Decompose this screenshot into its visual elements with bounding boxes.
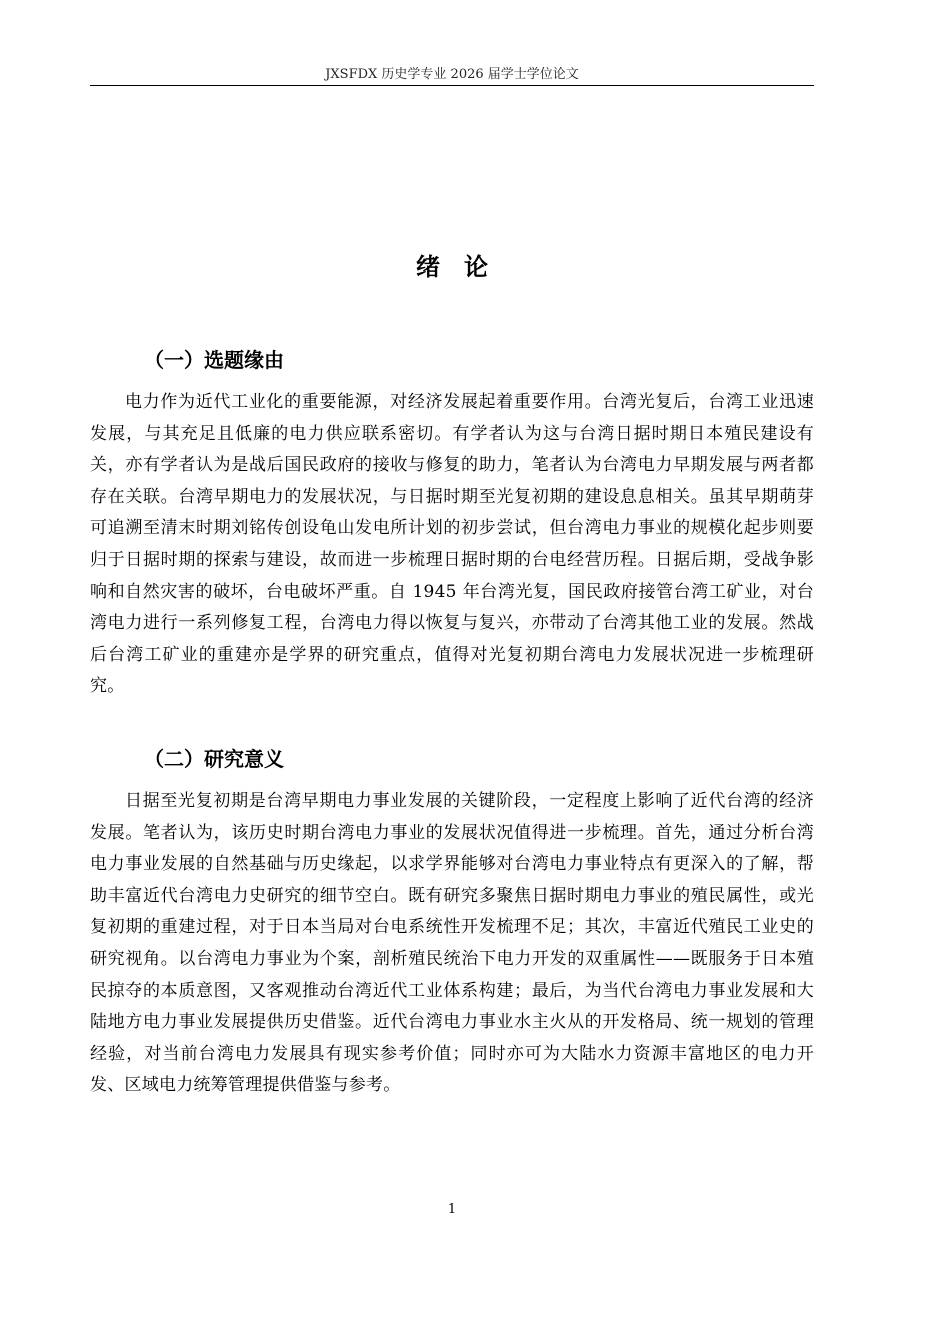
paragraph-topic-origin: 电力作为近代工业化的重要能源，对经济发展起着重要作用。台湾光复后，台湾工业迅速发展，与其充足且低廉的电力供应联系密切。有学者认为这与台湾日据时期日本殖民建设有关，亦有学者认为是战后国民政府的接收与修复的助力，笔者认为台湾电力早期发展与两者都存在关联。台湾早期电力的发展状况，与日据时期至光复初期的建设息息相关。虽其早期萌芽可追溯至清末时期刘铭传创设龟山发电所计划的初步尝试，但台湾电力事业的规模化起步则要归于日据时期的探索与建设，故而进一步梳理日据时期的台电经营历程。日据后期，受战争影响和自然灾害的破坏，台电破坏严重。自 1945 年台湾光复，国民政府接管台湾工矿业，对台湾电力进行一系列修复工程，台湾电力得以恢复与复兴，亦带动了台湾其他工业的发展。然战后台湾工矿业的重建亦是学界的研究重点，值得对光复初期台湾电力发展状况进一步梳理研究。	[90, 392, 814, 697]
page-number: 1	[447, 1202, 457, 1217]
section-heading-topic-origin: （一）选题缘由	[144, 348, 284, 372]
chapter-title	[90, 252, 814, 282]
section-heading-research-significance: （二）研究意义	[144, 747, 284, 771]
paragraph-research-significance: 日据至光复初期是台湾早期电力事业发展的关键阶段，一定程度上影响了近代台湾的经济发展。笔者认为，该历史时期台湾电力事业的发展状况值得进一步梳理。首先，通过分析台湾电力事业发展的自然基础与历史缘起，以求学界能够对台湾电力事业特点有更深入的了解，帮助丰富近代台湾电力史研究的细节空白。既有研究多聚焦日据时期电力事业的殖民属性，或光复初期的重建过程，对于日本当局对台电系统性开发梳理不足；其次，丰富近代殖民工业史的研究视角。以台湾电力事业为个案，剖析殖民统治下电力开发的双重属性——既服务于日本殖民掠夺的本质意图，又客观推动台湾近代工业体系构建；最后，为当代台湾电力事业发展和大陆地方电力事业发展提供历史借鉴。近代台湾电力事业水主火从的开发格局、统一规划的管理经验，对当前台湾电力发展具有现实参考价值；同时亦可为大陆水力资源丰富地区的电力开发、区域电力统筹管理提供借鉴与参考。	[90, 791, 814, 1096]
running-header: JXSFDX 历史学专业 2026 届学士学位论文	[325, 67, 579, 82]
chapter-title-part1: 绪	[416, 253, 440, 281]
chapter-title-part2: 论	[464, 253, 488, 281]
header-rule	[90, 85, 814, 86]
